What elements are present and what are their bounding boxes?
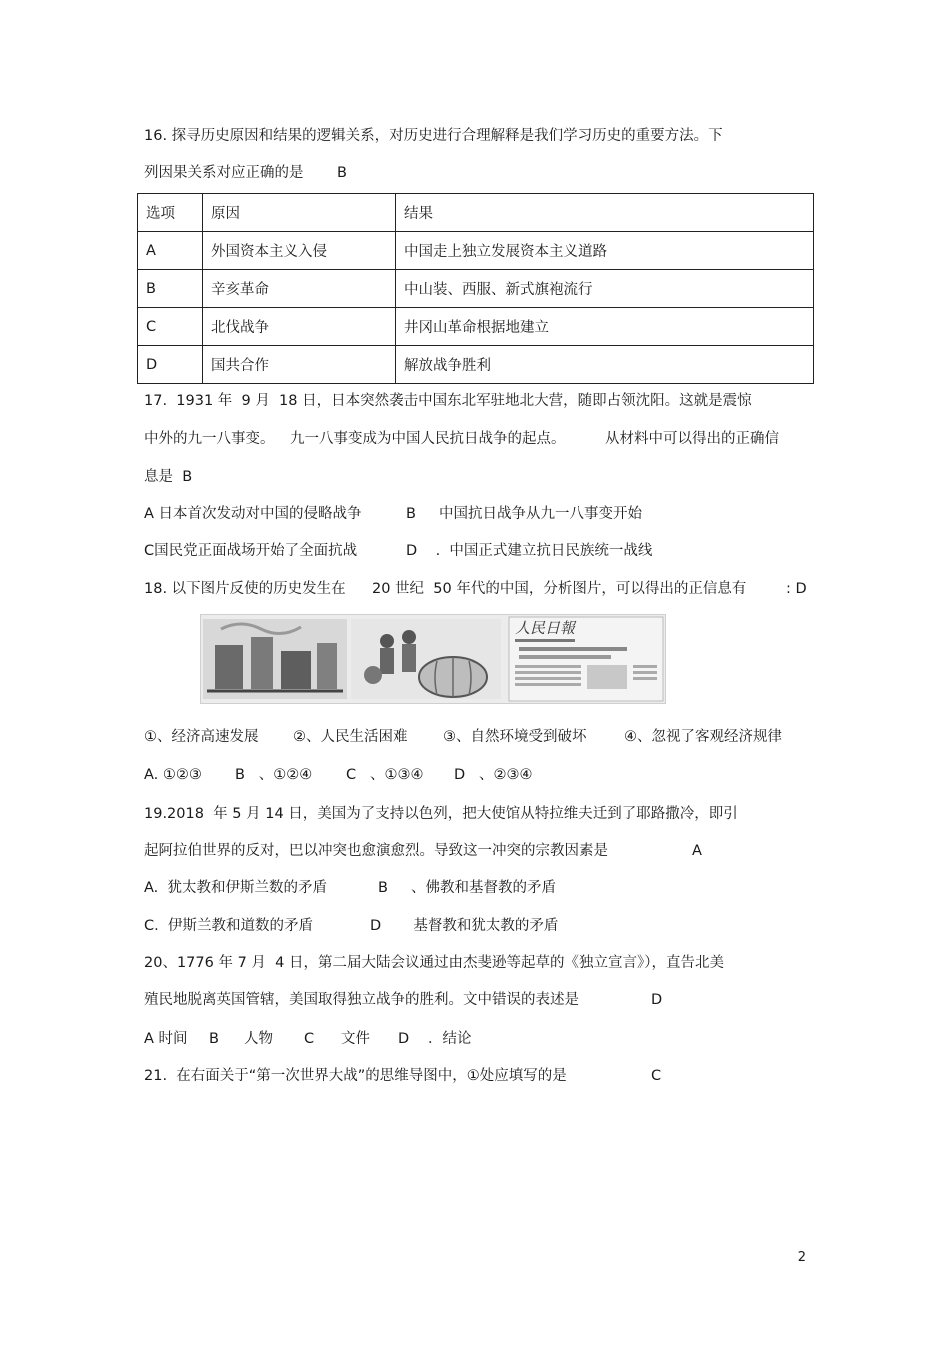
q16-answer: B (337, 165, 347, 181)
table-row (138, 346, 814, 384)
q18-item-3: ③、自然环境受到破坏 (443, 729, 587, 745)
q18-photo-strip (200, 614, 666, 704)
table-header: 选项 (138, 194, 203, 232)
q21-answer: C (651, 1068, 662, 1084)
table-row (138, 232, 814, 270)
q17-stem-line3: 息是 B (144, 469, 193, 485)
q18-stem-answer: : D (786, 581, 807, 597)
q17-stem-line1: 17. 1931 年 9 月 18 日，日本突然袭击中国东北军驻地北大营，随即占领沈阳。这就是震惊 (144, 393, 752, 409)
q20-answer: D (651, 992, 663, 1008)
q20-option-b-letter: B (209, 1031, 219, 1047)
newspaper-title: 人民日報 (515, 619, 576, 637)
q20-option-c-text: 文件 (341, 1031, 370, 1047)
q18-item-1: ①、经济高速发展 (144, 729, 259, 745)
q17-option-c: C国民党正面战场开始了全面抗战 (144, 543, 358, 559)
table-row (138, 308, 814, 346)
page-number: 2 (797, 1250, 806, 1265)
q20-option-d-letter: D (398, 1031, 410, 1047)
historical-images (201, 615, 665, 703)
table-cell: A (138, 232, 203, 270)
q17-stem-line2a: 中外的九一八事变。 (144, 431, 275, 447)
q19-option-d: D 基督教和犹太教的矛盾 (370, 918, 559, 934)
table-cell: 中山装、西服、新式旗袍流行 (396, 270, 814, 308)
q21-stem: 21. 在右面关于“第一次世界大战”的思维导图中，①处应填写的是 (144, 1068, 567, 1084)
q17-option-b: B 中国抗日战争从九一八事变开始 (406, 506, 642, 522)
q20-option-b-text: 人物 (244, 1031, 273, 1047)
q20-option-c-letter: C (304, 1031, 315, 1047)
q18-stem-a: 18. 以下图片反使的历史发生在 (144, 581, 346, 597)
q18-option-b: B 、①②④ (235, 767, 313, 783)
table-cell: 辛亥革命 (203, 270, 396, 308)
q17-stem-line2c: 从材料中可以得出的正确信 (605, 431, 779, 447)
table-cell: B (138, 270, 203, 308)
table-header-row (138, 194, 814, 232)
table-cell: 井冈山革命根据地建立 (396, 308, 814, 346)
q19-stem-line2: 起阿拉伯世界的反对，巴以冲突也愈演愈烈。导致这一冲突的宗教因素是 (144, 843, 608, 859)
table-row (138, 270, 814, 308)
q19-option-a: A. 犹太教和伊斯兰数的矛盾 (144, 880, 327, 896)
q17-option-d: D . 中国正式建立抗日民族统一战线 (406, 543, 653, 559)
table-cell: 外国资本主义入侵 (203, 232, 396, 270)
q20-stem-line1: 20、1776 年 7 月 4 日，第二届大陆会议通过由杰斐逊等起草的《独立宣言》），直告北美 (144, 955, 724, 971)
q19-stem-line1: 19.2018 年 5 月 14 日，美国为了支持以色列，把大使馆从特拉维夫迁到了耶路撒冷，即引 (144, 806, 738, 822)
q20-option-a: A 时间 (144, 1031, 188, 1047)
q20-option-d-text: ．结论 (428, 1031, 472, 1047)
q18-option-a: A. ①②③ (144, 767, 202, 783)
q18-item-2: ②、人民生活困难 (293, 729, 408, 745)
q20-stem-line2: 殖民地脱离英国管辖，美国取得独立战争的胜利。文中错误的表述是 (144, 992, 579, 1008)
q19-option-b: B 、佛教和基督教的矛盾 (378, 880, 556, 896)
table-cell: 解放战争胜利 (396, 346, 814, 384)
q19-option-c: C. 伊斯兰教和道数的矛盾 (144, 918, 313, 934)
table-header: 原因 (203, 194, 396, 232)
q18-option-c: C 、①③④ (346, 767, 424, 783)
q18-item-4: ④、忽视了客观经济规律 (624, 729, 782, 745)
q16-stem-line1: 16. 探寻历史原因和结果的逻辑关系，对历史进行合理解释是我们学习历史的重要方法。下 (144, 128, 723, 144)
q19-answer: A (692, 843, 702, 859)
table-cell: 中国走上独立发展资本主义道路 (396, 232, 814, 270)
table-header: 结果 (396, 194, 814, 232)
table-cell: 北伐战争 (203, 308, 396, 346)
q18-stem-b: 20 世纪 50 年代的中国，分析图片，可以得出的正信息有 (372, 581, 747, 597)
q17-stem-line2b: 九一八事变成为中国人民抗日战争的起点。 (290, 431, 566, 447)
table-cell: D (138, 346, 203, 384)
q18-option-d: D 、②③④ (454, 767, 533, 783)
q16-table (137, 193, 814, 384)
table-cell: 国共合作 (203, 346, 396, 384)
q17-option-a: A 日本首次发动对中国的侵略战争 (144, 506, 362, 522)
table-cell: C (138, 308, 203, 346)
q16-stem-line2: 列因果关系对应正确的是 (144, 165, 304, 181)
